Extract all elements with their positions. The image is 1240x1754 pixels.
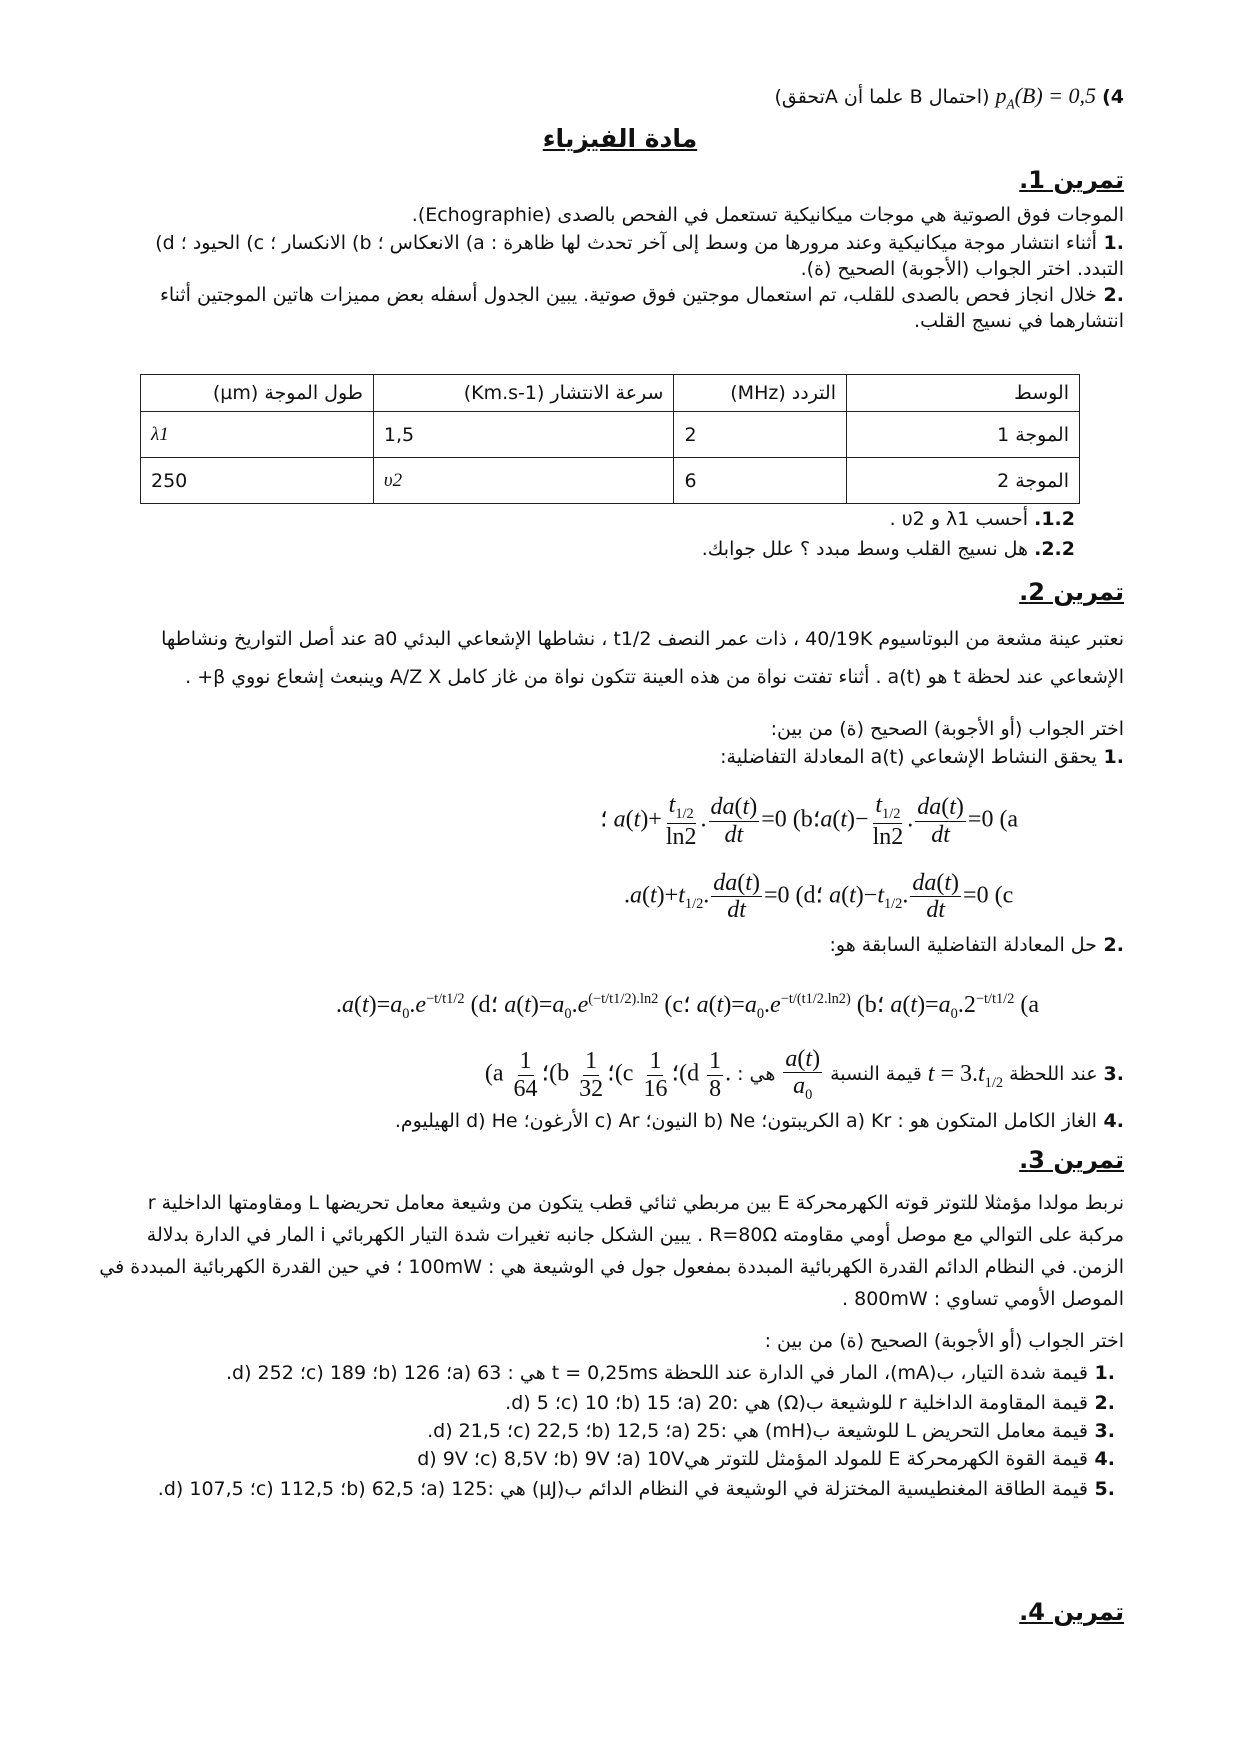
subject-title: مادة الفيزياء [542,124,698,153]
table-header: الوسط [847,375,1080,412]
ex3-choose: اختر الجواب (أو الأجوبة) الصحيح (ة) من بين : [764,1330,1124,1352]
probability-text: (احتمال B علما أن Aتحقق) [774,86,990,108]
ex1-intro: الموجات فوق الصوتية هي موجات ميكانيكية تستعمل في الفحص بالصدى (Echographie). [411,204,1124,226]
ex3-q4: .4 قيمة القوة الكهرمحركة E للمولد المؤمثل للتوتر هيa) 10V؛ b) 9V؛ c) 8,5V؛ d) 9V [417,1448,1115,1470]
ex1-q2-line1: .2 خلال انجاز فحص بالصدى للقلب، تم استعمال موجتين فوق صوتية. يبين الجدول أسفله بعض مميزات هاتين الموجتين أثناء [159,284,1124,306]
table-header: التردد (MHz) [674,375,847,412]
table-cell: 6 [674,458,847,504]
ex2-choose: اختر الجواب (أو الأجوبة) الصحيح (ة) من بين: [770,718,1124,740]
ex2-q4: .4 الغاز الكامل المتكون هو : a) Kr الكريبتون؛ b) Ne النيون؛ c) Ar الأرغون؛ d) He الهيليوم. [394,1110,1124,1132]
ex3-q3: .3 قيمة معامل التحريض L للوشيعة ب(mH) هي :a) 25؛ b) 12,5؛ c) 22,5؛ d) 21,5. [427,1420,1115,1442]
exercise-2-heading: تمرين 2. [1019,578,1124,606]
table-cell: الموجة 1 [847,412,1080,458]
ex1-q2-1: 1.2. أحسب λ1 و υ2 . [889,508,1075,530]
ex3-q2: .2 قيمة المقاومة الداخلية r للوشيعة ب(Ω) هي :a) 20؛ b) 15؛ c) 10؛ d) 5. [505,1392,1115,1414]
ex3-q5: .5 قيمة الطاقة المغنطيسية المختزلة في الوشيعة في النظام الدائم ب(µJ) هي :a) 125؛ b) 62,5؛ c) 112,5؛ d) 107,5. [157,1478,1115,1500]
ex3-intro-line2: مركبة على التوالي مع موصل أومي مقاومته R=80Ω . يبين الشكل جانبه تغيرات شدة التيار الكهربائي i المار في الدارة بدلالة [146,1224,1124,1246]
exercise-3-heading: تمرين 3. [1019,1146,1124,1174]
ex2-q1: .1 يحقق النشاط الإشعاعي a(t) المعادلة التفاضلية: [720,746,1124,768]
diff-eq-ab: ؛ a(t)+ $\frac{t_{1/2}}{\ln 2}$ . $\frac{da(t)}{dt}$ =0 (b؛a(t)− $\frac{t_{1/2}}{\ln 2}$ . $\frac{da(t)}{dt}$ =0 (a [600,792,1019,850]
table-cell: λ1 [141,412,374,458]
table-header: سرعة الانتشار (Km.s-1) [373,375,674,412]
solution-options: $.a(t)=a_0.e^{-t/t1/2}$ (d؛ $a(t)=a_0.e^{(-t/t1/2).ln2}$ (c؛ $a(t)=a_0.e^{-t/(t1/2.ln2)}$ (b؛ $a(t)=a_0.2^{-t/t1/2}$ (a [336,991,1039,1022]
ex1-q1-line2: التبدد. اختر الجواب (الأجوبة) الصحيح (ة). [800,258,1124,280]
table-cell: الموجة 2 [847,458,1080,504]
item-number: 4) [1102,86,1124,108]
exercise-4-heading: تمرين 4. [1019,1598,1124,1626]
top-line [120,82,1124,113]
probability-expression: $p_A(B) = 0,5$ [995,83,1097,112]
exercise-1-heading: تمرين 1. [1019,166,1124,194]
table-row [141,458,1080,504]
ex3-intro-line4: الموصل الأومي تساوي : 800mW . [842,1288,1124,1310]
diff-eq-cd: $.a(t)+t_{1/2}$. $\frac{da(t)}{dt}$ =0 (d؛ $a(t)-t_{1/2}$. $\frac{da(t)}{dt}$ =0 (c [624,870,1014,924]
waves-table [140,374,1080,504]
table-header-row [141,375,1080,412]
table-cell: 1,5 [373,412,674,458]
ex2-intro-line2: الإشعاعي عند لحظة t هو a(t) . أثناء تفتت نواة من هذه العينة تتكون نواة من غاز كامل A/Z X وينبعث إشعاع نووي β+ . [185,666,1124,688]
table-cell: υ2 [373,458,674,504]
table-cell: 250 [141,458,374,504]
ex1-q1-line1: .1 أثناء انتشار موجة ميكانيكية وعند مرورها من وسط إلى آخر تحدث لها ظاهرة : a) الانعكاس ؛ b) الانكسار ؛ c) الحيود ؛ d) [155,232,1124,254]
ex3-intro-line3: الزمن. في النظام الدائم القدرة الكهربائية المبددة بمفعول جول في الوشيعة هي : 100mW ؛ في حين القدرة الكهربائية المبددة في [99,1256,1124,1278]
ex1-q2-2: 2.2. هل نسيج القلب وسط مبدد ؟ علل جوابك. [701,538,1075,560]
ex2-q2: .2 حل المعادلة التفاضلية السابقة هو: [829,934,1124,956]
table-header: طول الموجة (µm) [141,375,374,412]
ex3-q1: .1 قيمة شدة التيار، ب(mA)، المار في الدارة عند اللحظة t = 0,25ms هي : a) 63؛ b) 126؛ c) 189؛ d) 252. [226,1362,1115,1384]
ex2-q3: .3 عند اللحظة $t = 3.t_{1/2}$ قيمة النسبة $\frac{a(t)}{a_0}$ هي : (a $\frac{1}{64}$ ؛(b $\frac{1}{32}$ ؛(c $\frac{1}{16}$ ؛(d $\frac{1}{8}$ . [484,1046,1124,1104]
table-cell: 2 [674,412,847,458]
table-row [141,412,1080,458]
ex3-intro-line1: نربط مولدا مؤمثلا للتوتر قوته الكهرمحركة E بين مربطي ثنائي قطب يتكون من وشيعة معامل تحريضها L ومقاومتها الداخلية r [147,1192,1124,1214]
ex1-q2-line2: انتشارهما في نسيج القلب. [914,310,1124,332]
ex2-intro-line1: نعتبر عينة مشعة من البوتاسيوم 40/19K ، ذات عمر النصف t1/2 ، نشاطها الإشعاعي البدئي a0 عند أصل التواريخ ونشاطها [161,628,1124,650]
